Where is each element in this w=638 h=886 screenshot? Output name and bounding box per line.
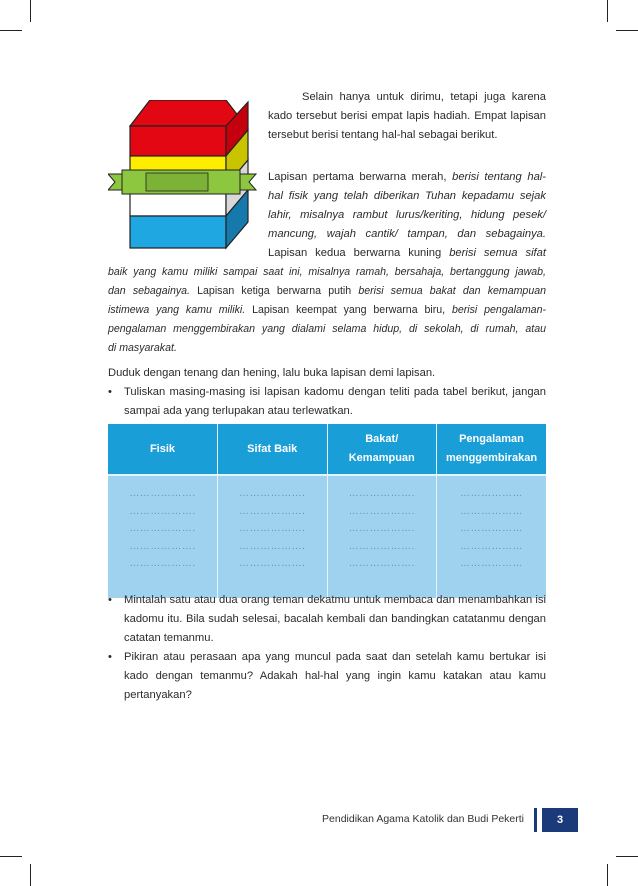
table-row [108, 475, 546, 598]
col-header-bakat: Bakat/ Kemampuan [327, 424, 437, 475]
cell-pengalaman[interactable]: ……………… ……………… ……………… ……………… ……………… [437, 475, 547, 598]
crop-mark-bl-h [0, 856, 22, 857]
layer-red-line-2: hal fisik yang telah diberikan Tuhan kepadamu sejak [268, 190, 546, 202]
crop-mark-tr-v [607, 0, 608, 22]
instruction-lead: Duduk dengan tenang dan hening, lalu buka lapisan demi lapisan. [108, 367, 436, 379]
layer-yellow-emphasis: berisi semua sifat [449, 247, 546, 259]
body-line-2a: dan sebagainya. [108, 285, 190, 297]
bullet-item-2 [108, 591, 546, 648]
crop-mark-tl-h [0, 30, 22, 31]
bullet-text-3: Pikiran atau perasaan apa yang muncul pada saat dan setelah kamu bertukar isi kado dengan temanmu? Adakah hal-hal yang ingin kamu katakan atau kamu pertanyakan? [124, 651, 546, 701]
col-header-pengalaman: Pengalaman menggembirakan [437, 424, 547, 475]
body-line-3c: berisi pengalaman- [451, 304, 546, 316]
crop-mark-bl-v [30, 864, 31, 886]
bullet-text-1: Tuliskan masing-masing isi lapisan kadomu dengan teliti pada tabel berikut, jangan sampai ada yang terlupakan atau terlewatkan. [124, 386, 546, 417]
body-line-1: baik yang kamu miliki sampai saat ini, misalnya ramah, bersahaja, bertanggung jawab, [108, 266, 546, 278]
gift-layer-red [130, 126, 226, 156]
footer-divider [534, 808, 537, 832]
layer-red-sentence: Lapisan pertama berwarna merah, [268, 171, 447, 183]
layer-red-emphasis: berisi tentang hal- [452, 171, 547, 183]
intro-paragraph-2 [268, 168, 546, 263]
bullet-item-1 [108, 383, 546, 421]
body-line-3a: istimewa yang kamu miliki. [108, 304, 246, 316]
bullet-item-3 [108, 648, 546, 705]
crop-mark-br-v [607, 864, 608, 886]
col-header-fisik: Fisik [108, 424, 218, 475]
crop-mark-br-h [616, 856, 638, 857]
crop-mark-tl-v [30, 0, 31, 22]
layer-red-line-4: mancung, wajah cantik/ tampan, dan sebagainya. [268, 228, 546, 240]
cell-fisik[interactable]: ………………. ………………. ………………. ………………. ………………. [108, 475, 218, 598]
bullet-dot: • [108, 594, 112, 606]
bullet-text-2: Mintalah satu atau dua orang teman dekatmu untuk membaca dan menambahkan isi kadomu itu. Bila sudah selesai, bacalah kembali dan bandingkan catatanmu dengan catatan temanmu. [124, 594, 546, 644]
page-number: 3 [542, 808, 578, 832]
cell-bakat[interactable]: ………………. ………………. ………………. ………………. ………………. [327, 475, 437, 598]
body-line-3b: Lapisan keempat yang berwarna biru, [245, 304, 452, 316]
col-header-sifat-baik: Sifat Baik [218, 424, 328, 475]
footer-book-title: Pendidikan Agama Katolik dan Budi Pekerti [322, 813, 524, 825]
layer-red-line-3: lahir, misalnya rambut lurus/keriting, hidung pesek/ [268, 209, 546, 221]
intro-paragraph-1: Selain hanya untuk dirimu, tetapi juga karena kado tersebut berisi empat lapis hadiah. Empat lapisan tersebut berisi tentang hal-hal sebagai berikut. [268, 91, 546, 141]
gift-box-top [130, 100, 246, 126]
crop-mark-tr-h [616, 30, 638, 31]
ribbon-label [146, 173, 208, 191]
reflection-table [108, 424, 546, 598]
cell-sifat-baik[interactable]: ………………. ………………. ………………. ………………. ………………. [218, 475, 328, 598]
gift-layer-blue [130, 216, 226, 248]
layer-yellow-sentence: Lapisan kedua berwarna kuning [268, 247, 442, 259]
body-paragraph [108, 263, 546, 358]
body-line-5: di masyarakat. [108, 342, 177, 354]
page-footer [0, 808, 638, 832]
ribbon-right-tail [238, 174, 256, 190]
bullet-dot: • [108, 386, 112, 398]
bullet-dot: • [108, 651, 112, 663]
body-line-2b: Lapisan ketiga berwarna putih [189, 285, 359, 297]
body-line-2c: berisi semua bakat dan kemampuan [358, 285, 546, 297]
gift-box-illustration [108, 100, 258, 250]
body-line-4: pengalaman menggembirakan yang dialami selama hidup, di sekolah, di rumah, atau [108, 323, 546, 335]
